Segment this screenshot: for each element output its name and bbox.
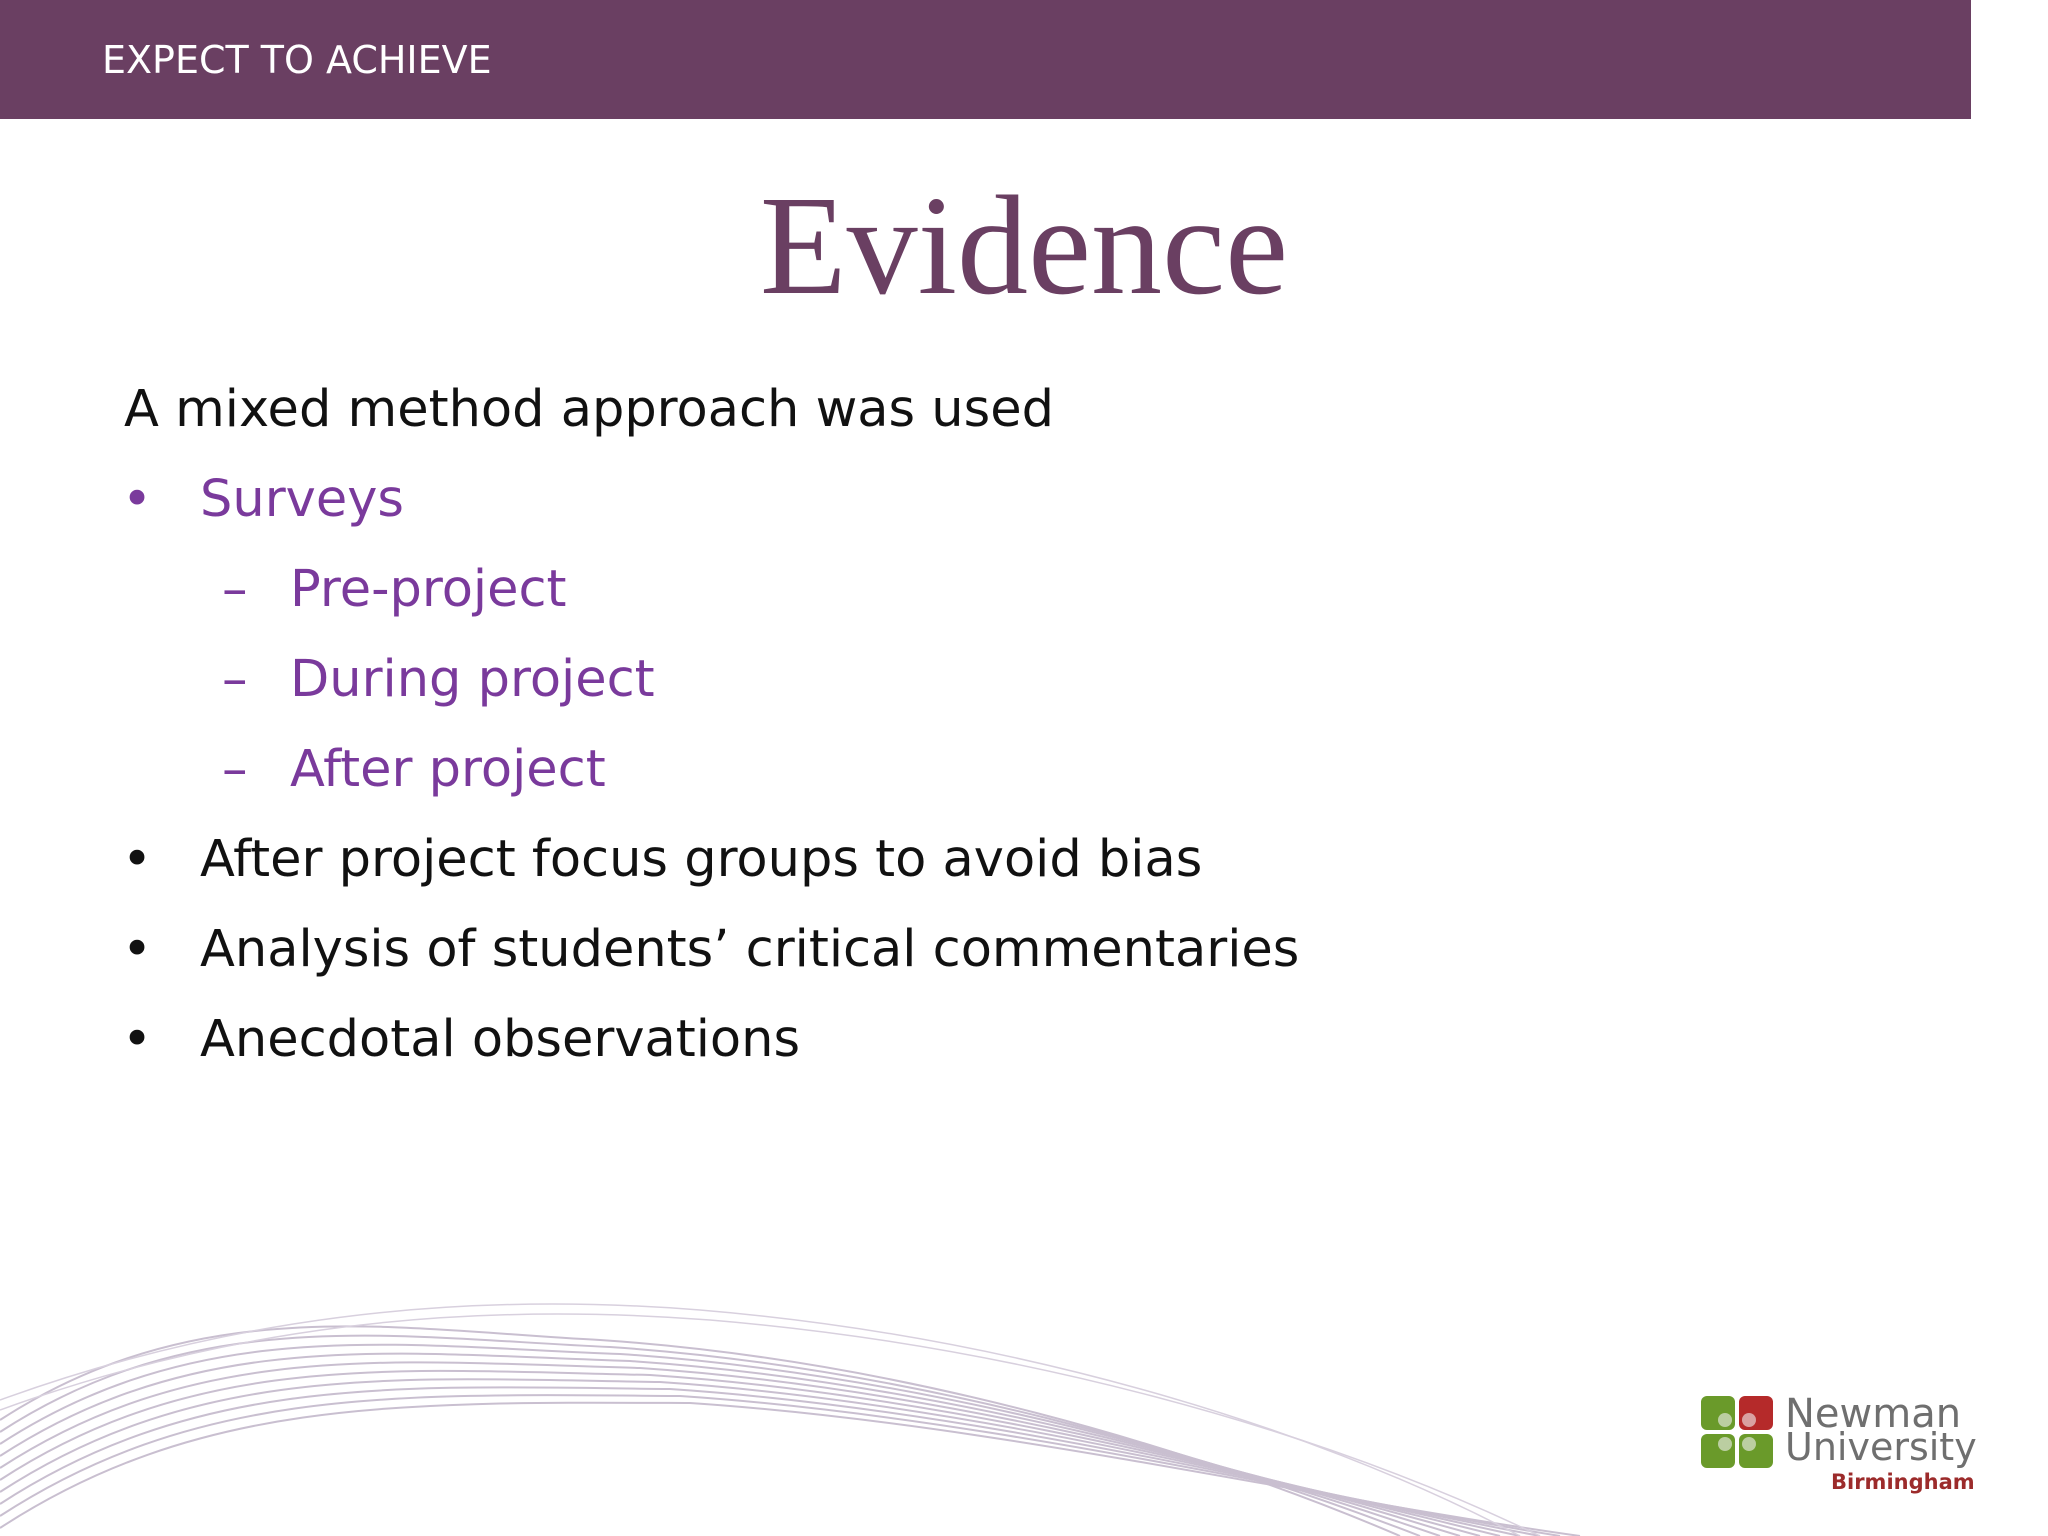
intro-text: A mixed method approach was used	[124, 380, 1054, 439]
logo-name: Newman	[1785, 1391, 1962, 1437]
list-item-critical-commentaries: Analysis of students’ critical commentaries	[200, 920, 1300, 979]
bullet-marker: •	[122, 920, 153, 979]
header-bar	[0, 0, 1971, 119]
dash-marker: –	[222, 560, 248, 619]
slide-title: Evidence	[759, 166, 1289, 324]
logo-emblem-icon	[1700, 1394, 1774, 1470]
logo-line2: University	[1785, 1425, 1977, 1469]
bullet-marker: •	[122, 470, 153, 529]
list-item-surveys: Surveys	[200, 470, 404, 529]
list-item-anecdotal-observations: Anecdotal observations	[200, 1010, 801, 1069]
dash-marker: –	[222, 740, 248, 799]
logo-city: Birmingham	[1831, 1470, 1975, 1494]
dash-marker: –	[222, 650, 248, 709]
list-item-focus-groups: After project focus groups to avoid bias	[200, 830, 1203, 889]
list-item-pre-project: Pre-project	[290, 560, 567, 619]
list-item-after-project: After project	[290, 740, 606, 799]
newman-university-logo	[1700, 1391, 1977, 1502]
list-item-during-project: During project	[290, 650, 655, 709]
header-title: EXPECT TO ACHIEVE	[102, 38, 492, 82]
bullet-marker: •	[122, 830, 153, 889]
bullet-marker: •	[122, 1010, 153, 1069]
